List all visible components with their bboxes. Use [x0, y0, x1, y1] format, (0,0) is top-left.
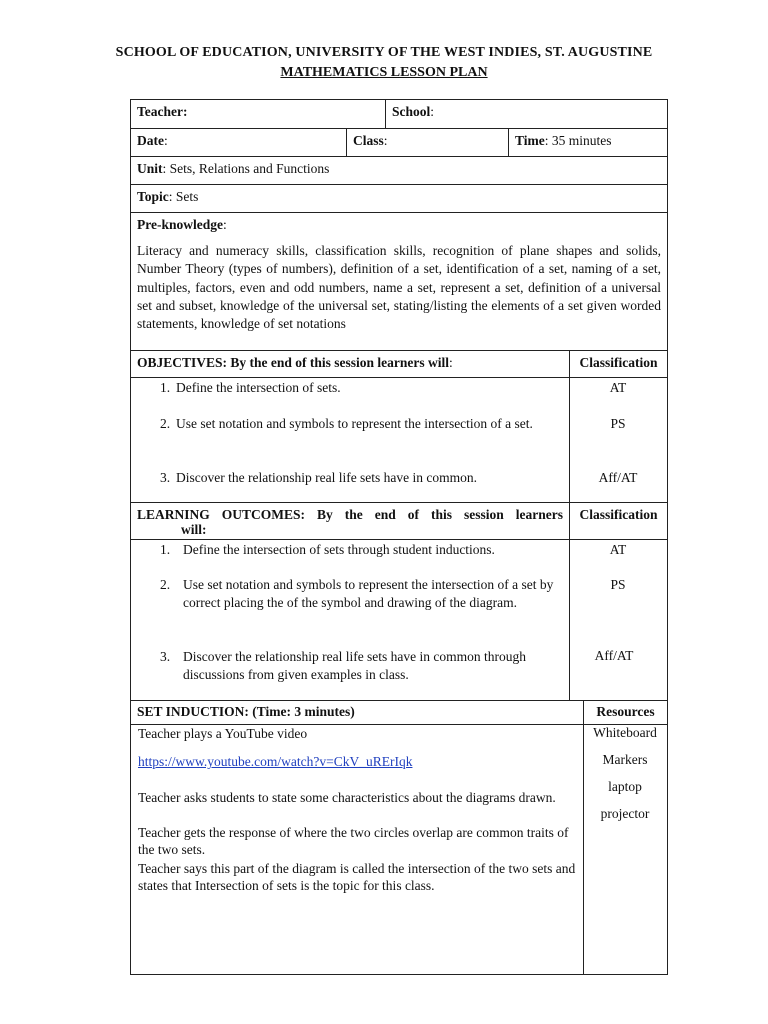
- topic-cell: [130, 184, 668, 213]
- objective-text: Define the intersection of sets.: [176, 380, 341, 395]
- induction-para2: Teacher gets the response of where the two circles overlap are common traits of the two sets.: [138, 825, 569, 857]
- induction-line1: Teacher plays a YouTube video: [138, 726, 308, 741]
- outcome-text: Discover the relationship real life sets have in common through discussions from given examples in class.: [183, 649, 527, 682]
- outcome-item-1: [160, 541, 565, 559]
- induction-para3: Teacher says this part of the diagram is called the intersection of the two sets and states that Intersection of sets is the topic for this class.: [138, 861, 576, 893]
- page-subtitle: [0, 65, 768, 81]
- page-title: SCHOOL OF EDUCATION, UNIVERSITY OF THE WEST INDIES, ST. AUGUSTINE: [115, 45, 653, 60]
- outcomes-classification-header: Classification: [569, 502, 668, 540]
- unit-cell: [130, 156, 668, 185]
- induction-para1: Teacher asks students to state some characteristics about the diagrams drawn.: [138, 790, 556, 805]
- date-label: Date: [137, 133, 164, 148]
- objective-class-2: PS: [610, 416, 626, 431]
- outcome-text: Use set notation and symbols to represent the intersection of a set by correct placing the of the symbol and drawing of the diagram.: [183, 577, 554, 610]
- topic-value: : Sets: [168, 189, 199, 204]
- objectives-heading-colon: :: [449, 355, 453, 370]
- topic-label: Topic: [137, 189, 169, 204]
- outcomes-classification-body: [569, 539, 668, 701]
- page-subtitle-text: MATHEMATICS LESSON PLAN: [280, 65, 488, 80]
- objective-num: 3.: [160, 470, 171, 485]
- objective-item-3: [160, 469, 560, 486]
- outcome-class-1: AT: [609, 542, 627, 557]
- objective-class-1: AT: [609, 380, 627, 395]
- class-label: Class: [353, 133, 384, 148]
- induction-heading-cell: [130, 700, 584, 725]
- teacher-cell: [130, 99, 386, 129]
- time-label: Time: [515, 133, 545, 148]
- outcome-class-3: Aff/AT: [594, 648, 634, 663]
- unit-label: Unit: [137, 161, 163, 176]
- outcome-num: 1.: [160, 542, 171, 557]
- outcome-item-2: [160, 576, 565, 612]
- outcome-text: Define the intersection of sets through student inductions.: [183, 542, 495, 557]
- date-cell: [130, 128, 347, 157]
- time-cell: [508, 128, 668, 157]
- outcomes-heading-line1: LEARNING OUTCOMES: By the end of this session learners: [137, 507, 563, 522]
- resource-item-projector: projector: [600, 806, 650, 821]
- objective-class-3: Aff/AT: [598, 470, 638, 485]
- resource-item-whiteboard: Whiteboard: [593, 725, 657, 740]
- objective-text: Use set notation and symbols to represent the intersection of a set.: [176, 416, 533, 431]
- outcomes-heading-cell: [130, 502, 570, 540]
- outcome-num: 3.: [160, 649, 171, 664]
- preknowledge-colon: :: [223, 217, 227, 232]
- outcome-item-3: [160, 648, 565, 684]
- youtube-link[interactable]: https://www.youtube.com/watch?v=CkV_uRErIqk: [138, 754, 413, 769]
- induction-heading: SET INDUCTION: (Time: 3 minutes): [137, 704, 355, 719]
- preknowledge-label: Pre-knowledge: [137, 217, 223, 232]
- resource-item-markers: Markers: [602, 752, 648, 767]
- resource-item-laptop: laptop: [608, 779, 642, 794]
- induction-link-row: [138, 753, 578, 770]
- school-cell: [385, 99, 668, 129]
- objective-num: 1.: [160, 380, 171, 395]
- preknowledge-cell: [130, 212, 668, 351]
- outcome-class-2: PS: [610, 577, 626, 592]
- class-colon: :: [383, 133, 388, 148]
- resources-header: Resources: [583, 700, 668, 725]
- objectives-heading: OBJECTIVES: By the end of this session learners will: [137, 355, 450, 370]
- time-value: : 35 minutes: [544, 133, 612, 148]
- school-colon: :: [430, 104, 435, 119]
- objectives-heading-cell: [130, 350, 570, 378]
- outcome-num: 2.: [160, 577, 171, 592]
- preknowledge-text: Literacy and numeracy skills, classification skills, recognition of plane shapes and solids, Number Theory (types of numbers), definition of a set, identification of a set, naming of a set, multiples, factors, even and odd numbers, name a set, represent a set, definition of a universal set and subset, knowledge of the universal set, stating/listing the elements of a set given worded statements, knowledge of set notations: [137, 243, 661, 332]
- school-label: School: [392, 104, 431, 119]
- objective-item-2: [160, 415, 560, 432]
- objective-item-1: [160, 379, 560, 396]
- date-colon: :: [164, 133, 168, 148]
- outcomes-heading-line2: will:: [181, 522, 207, 537]
- teacher-label: Teacher:: [137, 104, 188, 119]
- unit-value: : Sets, Relations and Functions: [162, 161, 330, 176]
- objectives-classification-header: Classification: [569, 350, 668, 378]
- class-cell: [346, 128, 509, 157]
- objective-num: 2.: [160, 416, 171, 431]
- objective-text: Discover the relationship real life sets have in common.: [176, 470, 478, 485]
